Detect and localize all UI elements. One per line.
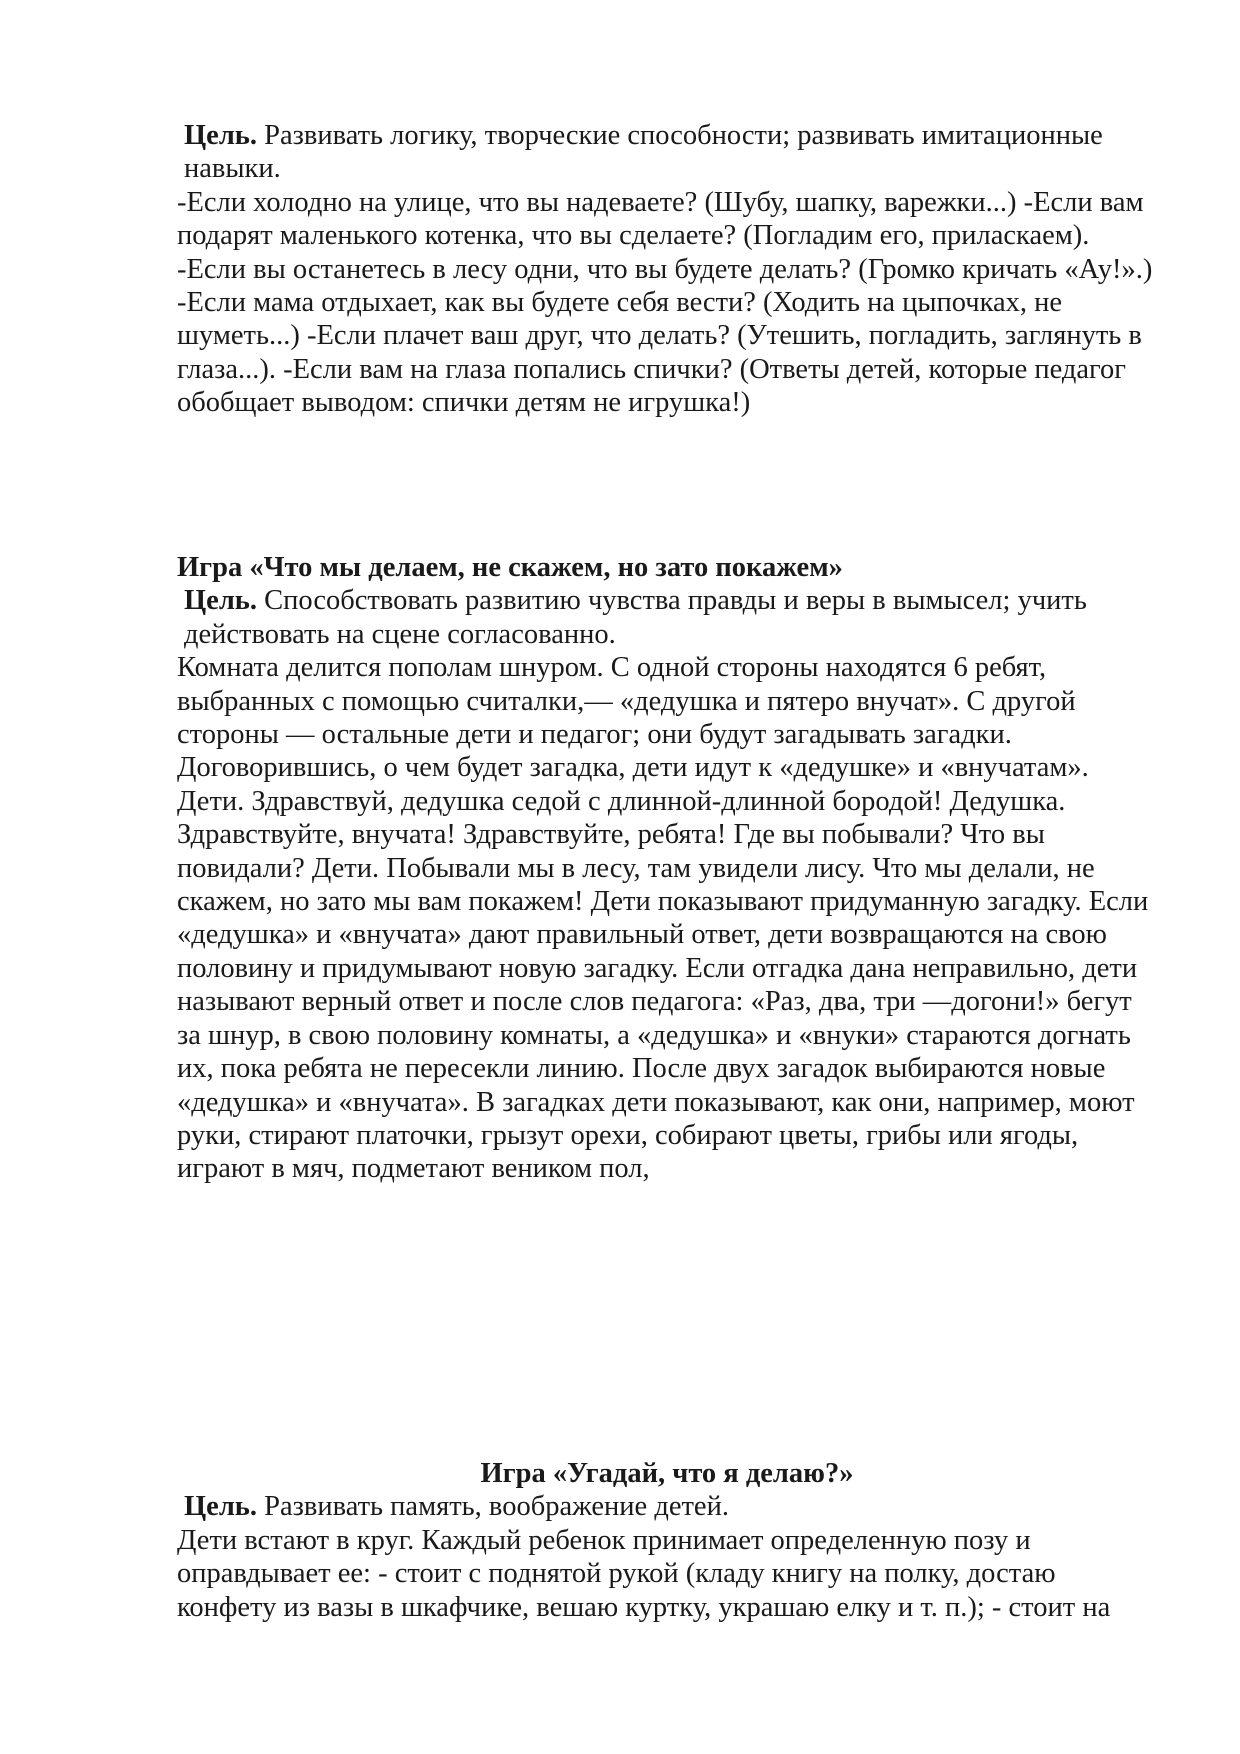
game-title: Игра «Что мы делаем, не скажем, но зато покажем» — [177, 552, 843, 583]
game-section-1 — [177, 119, 1157, 420]
goal-paragraph — [177, 584, 1157, 651]
game-description: -Если холодно на улице, что вы надеваете? (Шубу, шапку, варежки...) -Если вам подарят маленького котенка, что вы сделаете? (Погладим его, приласкаем). -Если вы останетесь в лесу одни, что вы будете делать? (Громко кричать «Ау!».) -Если мама отдыхает, как вы будете себя вести? (Ходить на цыпочках, не шуметь...) -Если плачет ваш друг, что делать? (Утешить, погладить, заглянуть в глаза...). -Если вам на глаза попались спички? (Ответы детей, которые педагог обобщает выводом: спички детям не игрушка!) — [177, 186, 1153, 419]
goal-label: Цель. — [184, 585, 258, 617]
game-description: Дети встают в круг. Каждый ребенок принимает определенную позу и оправдывает ее: - стоит с поднятой рукой (кладу книгу на полку, достаю конфету из вазы в шкафчике, вешаю куртку, украшаю елку и т. п.); - стоит на — [177, 1524, 1111, 1623]
goal-paragraph — [177, 1490, 1157, 1523]
game-section-2 — [177, 551, 1157, 1186]
game-title: Игра «Угадай, что я делаю?» — [480, 1458, 854, 1489]
goal-label: Цель. — [184, 1491, 258, 1523]
goal-text: Способствовать развитию чувства правды и веры в вымысел; учить действовать на сцене согласованно. — [184, 585, 1087, 650]
goal-text: Развивать логику, творческие способности; развивать имитационные навыки. — [184, 120, 1103, 185]
game-description: Комната делится пополам шнуром. С одной стороны находятся 6 ребят, выбранных с помощью считалки,— «дедушка и пятеро внучат». С другой стороны — остальные дети и педагог; они будут загадывать загадки. Договорившись, о чем будет загадка, дети идут к «дедушке» и «внучатам». Дети. Здравствуй, дедушка седой с длинной-длинной бородой! Дедушка. Здравствуйте, внучата! Здравствуйте, ребята! Где вы побывали? Что вы повидали? Дети. Побывали мы в лесу, там увидели лису. Что мы делали, не скажем, но зато мы вам покажем! Дети показывают придуманную загадку. Если «дедушка» и «внучата» дают правильный ответ, дети возвращаются на свою половину и придумывают новую загадку. Если отгадка дана неправильно, дети называют верный ответ и после слов педагога: «Раз, два, три —догони!» бегут за шнур, в свою половину комнаты, а «дедушка» и «внуки» стараются догнать их, пока ребята не пересекли линию. После двух загадок выбираются новые «дедушка» и «внучата». В загадках дети показывают, как они, например, моют руки, стирают платочки, грызут орехи, собирают цветы, грибы или ягоды, играют в мяч, подметают веником пол, — [177, 652, 1149, 1185]
goal-paragraph — [177, 119, 1157, 186]
goal-text: Развивать память, воображение детей. — [257, 1491, 729, 1523]
goal-label: Цель. — [184, 120, 258, 151]
game-section-3 — [177, 1457, 1157, 1624]
